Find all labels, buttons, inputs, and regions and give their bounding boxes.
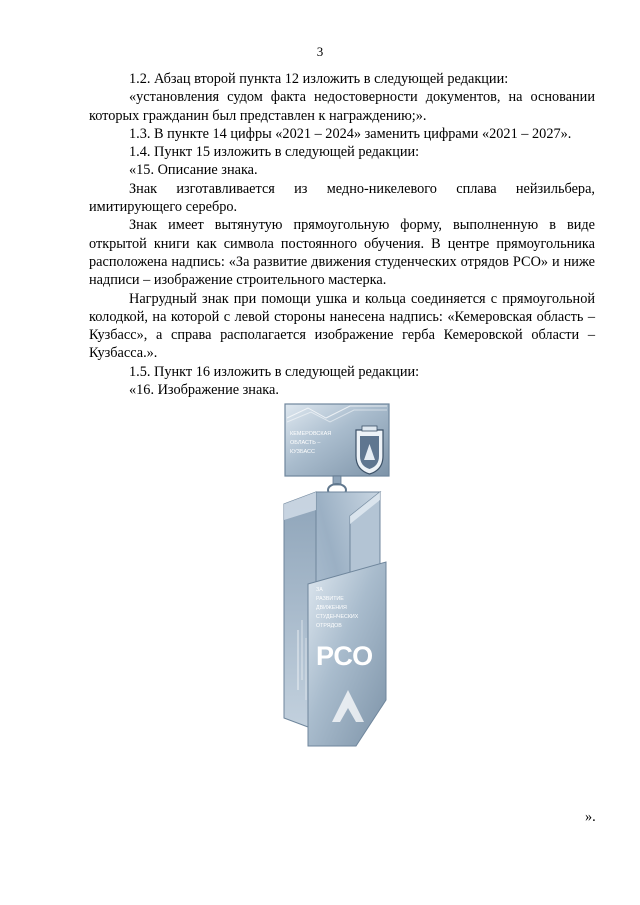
paragraph-1-4: 1.4. Пункт 15 изложить в следующей редакции: [129,144,420,161]
paragraph-15-title: «15. Описание знака. [129,162,258,179]
kuzbass-coat-of-arms-icon [356,426,383,474]
paragraph-1-5: 1.5. Пункт 16 изложить в следующей редакции: [129,363,420,380]
block-line-3: КУЗБАСС [290,449,315,455]
inscription-line-4: СТУДЕНЧЕСКИХ [316,614,359,620]
inscription-line-2: РАЗВИТИЕ [316,596,344,602]
closing-quote: ». [585,809,596,825]
paragraph-16-title: «16. Изображение знака. [129,382,279,399]
paragraph-shape: Знак имеет вытянутую прямоугольную форму, выполненную в виде открытой книги как символа постоянного обучения. В центре прямоугольника расположена надпись: «За развитие движения студенческих отрядов РСО» и ниже надписи – изображение строительного мастерка. [89,217,595,289]
block-line-1: КЕМЕРОВСКАЯ [290,431,332,437]
paragraph-material: Знак изготавливается из медно-никелевого сплава нейзильбера, имитирующего серебро. [89,180,595,216]
paragraph-1-2: 1.2. Абзац второй пункта 12 изложить в следующей редакции: [129,71,509,87]
badge-image [278,400,396,755]
block-line-2: ОБЛАСТЬ – [290,440,321,446]
document-body [89,70,595,399]
inscription-line-5: ОТРЯДОВ [316,623,342,629]
paragraph-quote-12: «установления судом факта недостоверности документов, на основании которых гражданин был представлен к награждению;». [89,89,595,124]
paragraph-1-3: 1.3. В пункте 14 цифры «2021 – 2024» заменить цифрами «2021 – 2027». [129,125,572,142]
badge-top-block [285,404,389,476]
inscription-line-3: ДВИЖЕНИЯ [316,605,347,611]
badge-svg [278,400,396,755]
page-number: 3 [316,44,324,59]
paragraph-block: Нагрудный знак при помощи ушка и кольца соединяется с прямоугольной колодкой, на которой с левой стороны нанесена надпись: «Кемеровская область – Кузбасс», а справа располагается изображение герба Кемеровской области – Кузбасса.». [89,290,595,362]
inscription-line-1: ЗА [316,587,323,593]
rso-emblem: РСО [316,641,374,671]
